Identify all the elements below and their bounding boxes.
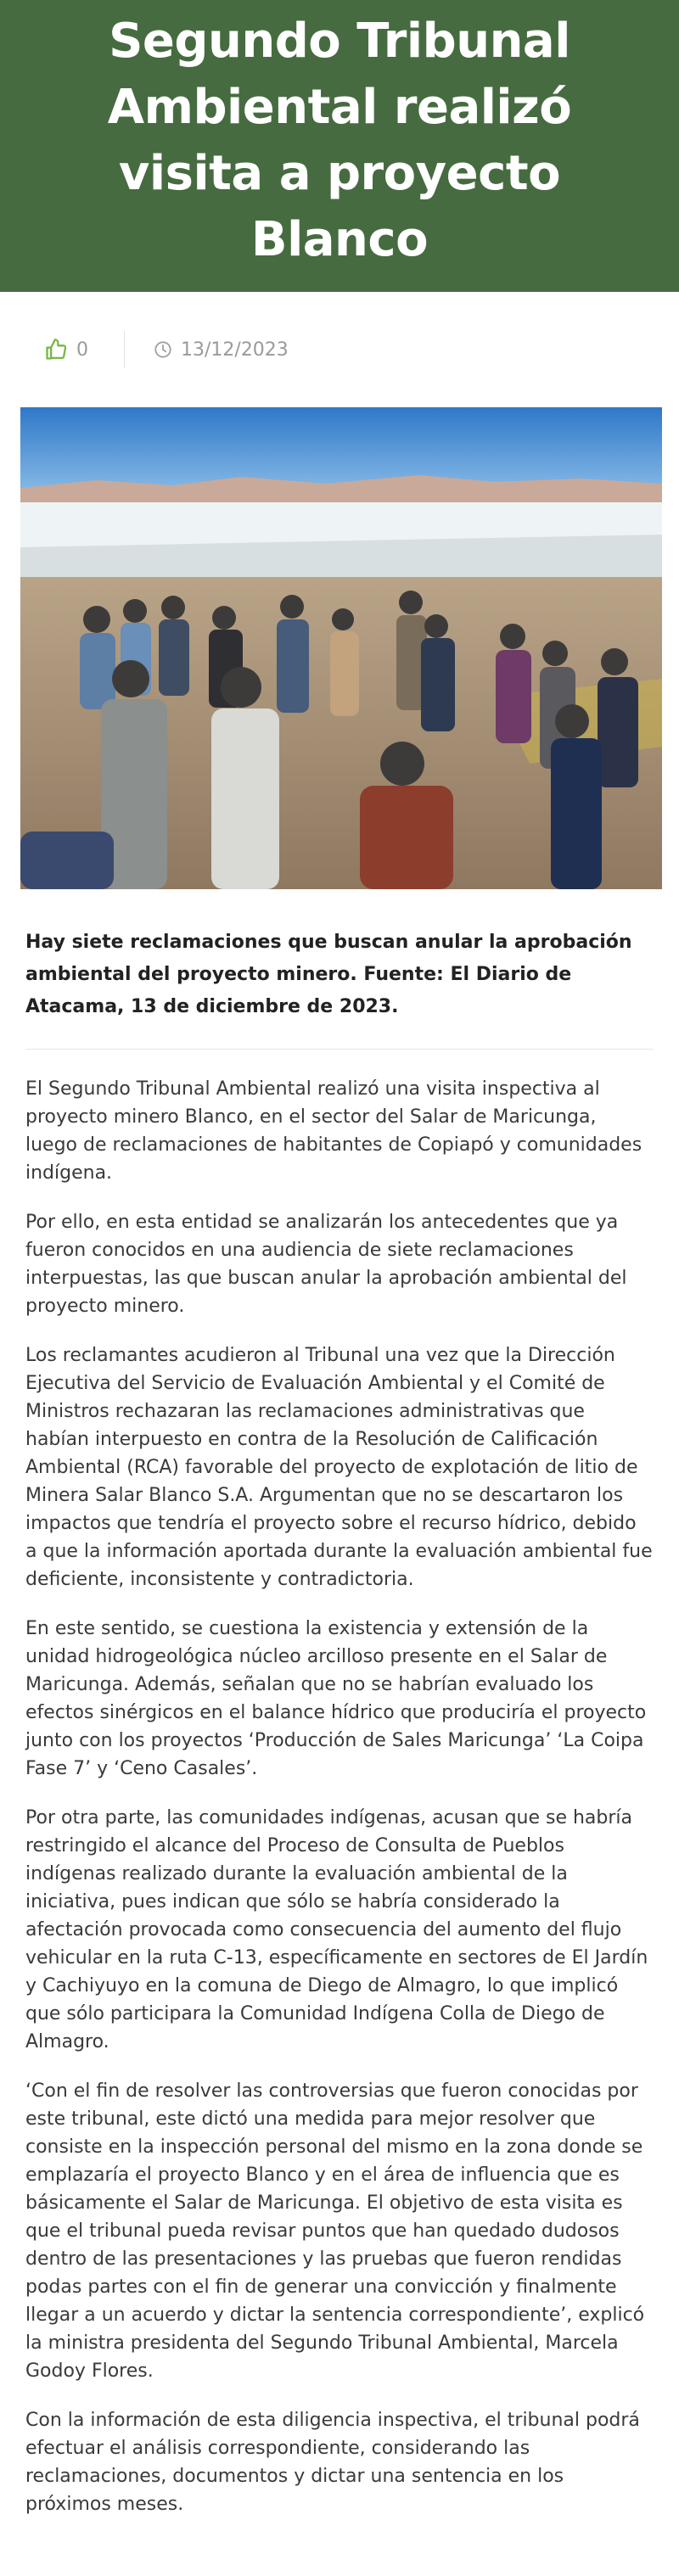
salar-group-photo xyxy=(20,407,662,889)
publish-date xyxy=(154,339,289,361)
meta-divider xyxy=(124,331,125,368)
article-meta xyxy=(0,292,679,407)
like-count: 0 xyxy=(76,339,88,361)
like-button[interactable] xyxy=(44,338,88,361)
paragraph: En este sentido, se cuestiona la existencia y extensión de la unidad hidrogeológica núcleo arcilloso presente en el Salar de Maricunga. Además, señalan que no se habrían evaluado los efectos sinérgicos en el balance hídrico que produciría el proyecto junto con los proyectos ‘Producción de Sales Maricunga’ ‘La Coipa Fase 7’ y ‘Ceno Casales’. xyxy=(25,1618,647,1779)
article-header xyxy=(0,0,679,292)
paragraph: Los reclamantes acudieron al Tribunal una vez que la Dirección Ejecutiva del Servicio de Evaluación Ambiental y el Comité de Ministros rechazaran las reclamaciones administrativas que habían interpuesto en contra de la Resolución de Calificación Ambiental (RCA) favorable del proyecto de explotación de litio de Minera Salar Blanco S.A. Argumentan que no se descartaron los impactos que tendría el proyecto sobre el recurso hídrico, debido a que la información aportada durante la evaluación ambiental fue deficiente, inconsistente y contradictoria. xyxy=(25,1345,653,1590)
paragraph: Con la información de esta diligencia inspectiva, el tribunal podrá efectuar el análisis correspondiente, considerando las reclamaciones, documentos y dictar una sentencia en los próximos meses. xyxy=(25,2410,640,2515)
photo-caption: Hay siete reclamaciones que buscan anular la aprobación ambiental del proyecto minero. Fuente: El Diario de Atacama, 13 de diciembre de 2023. xyxy=(25,927,654,1050)
article-body xyxy=(0,927,679,2518)
thumbs-up-icon xyxy=(44,338,68,361)
article-text xyxy=(25,1075,654,2518)
paragraph: El Segundo Tribunal Ambiental realizó una visita inspectiva al proyecto minero Blanco, en el sector del Salar de Maricunga, luego de reclamaciones de habitantes de Copiapó y comunidades indígena. xyxy=(25,1078,643,1184)
paragraph: Por ello, en esta entidad se analizarán los antecedentes que ya fueron conocidos en una audiencia de siete reclamaciones interpuestas, las que buscan anular la aprobación ambiental del proyecto minero. xyxy=(25,1212,627,1317)
article-title: Segundo Tribunal Ambiental realizó visita a proyecto Blanco xyxy=(107,14,572,267)
clock-icon xyxy=(154,340,172,359)
article-photo xyxy=(20,407,662,889)
paragraph: Por otra parte, las comunidades indígenas, acusan que se habría restringido el alcance del Proceso de Consulta de Pueblos indígenas realizado durante la evaluación ambiental de la iniciativa, pues indican que sólo se habría considerado la afectación provocada como consecuencia del aumento del flujo vehicular en la ruta C-13, específicamente en sectores de El Jardín y Cachiyuyo en la comuna de Diego de Almagro, lo que implicó que sólo participara la Comunidad Indígena Colla de Diego de Almagro. xyxy=(25,1807,648,2052)
date-text: 13/12/2023 xyxy=(181,339,289,361)
paragraph: ‘Con el fin de resolver las controversias que fueron conocidas por este tribunal, este dictó una medida para mejor resolver que consiste en la inspección personal del mismo en la zona donde se emplazaría el proyecto Blanco y en el área de influencia que es básicamente el Salar de Maricunga. El objetivo de esta visita es que el tribunal pueda revisar puntos que han quedado dudosos dentro de las presentaciones y las pruebas que fueron rendidas podas partes con el fin de generar una convicción y finalmente llegar a un acuerdo y dictar la sentencia correspondiente’, explicó la ministra presidenta del Segundo Tribunal Ambiental, Marcela Godoy Flores. xyxy=(25,2080,645,2382)
